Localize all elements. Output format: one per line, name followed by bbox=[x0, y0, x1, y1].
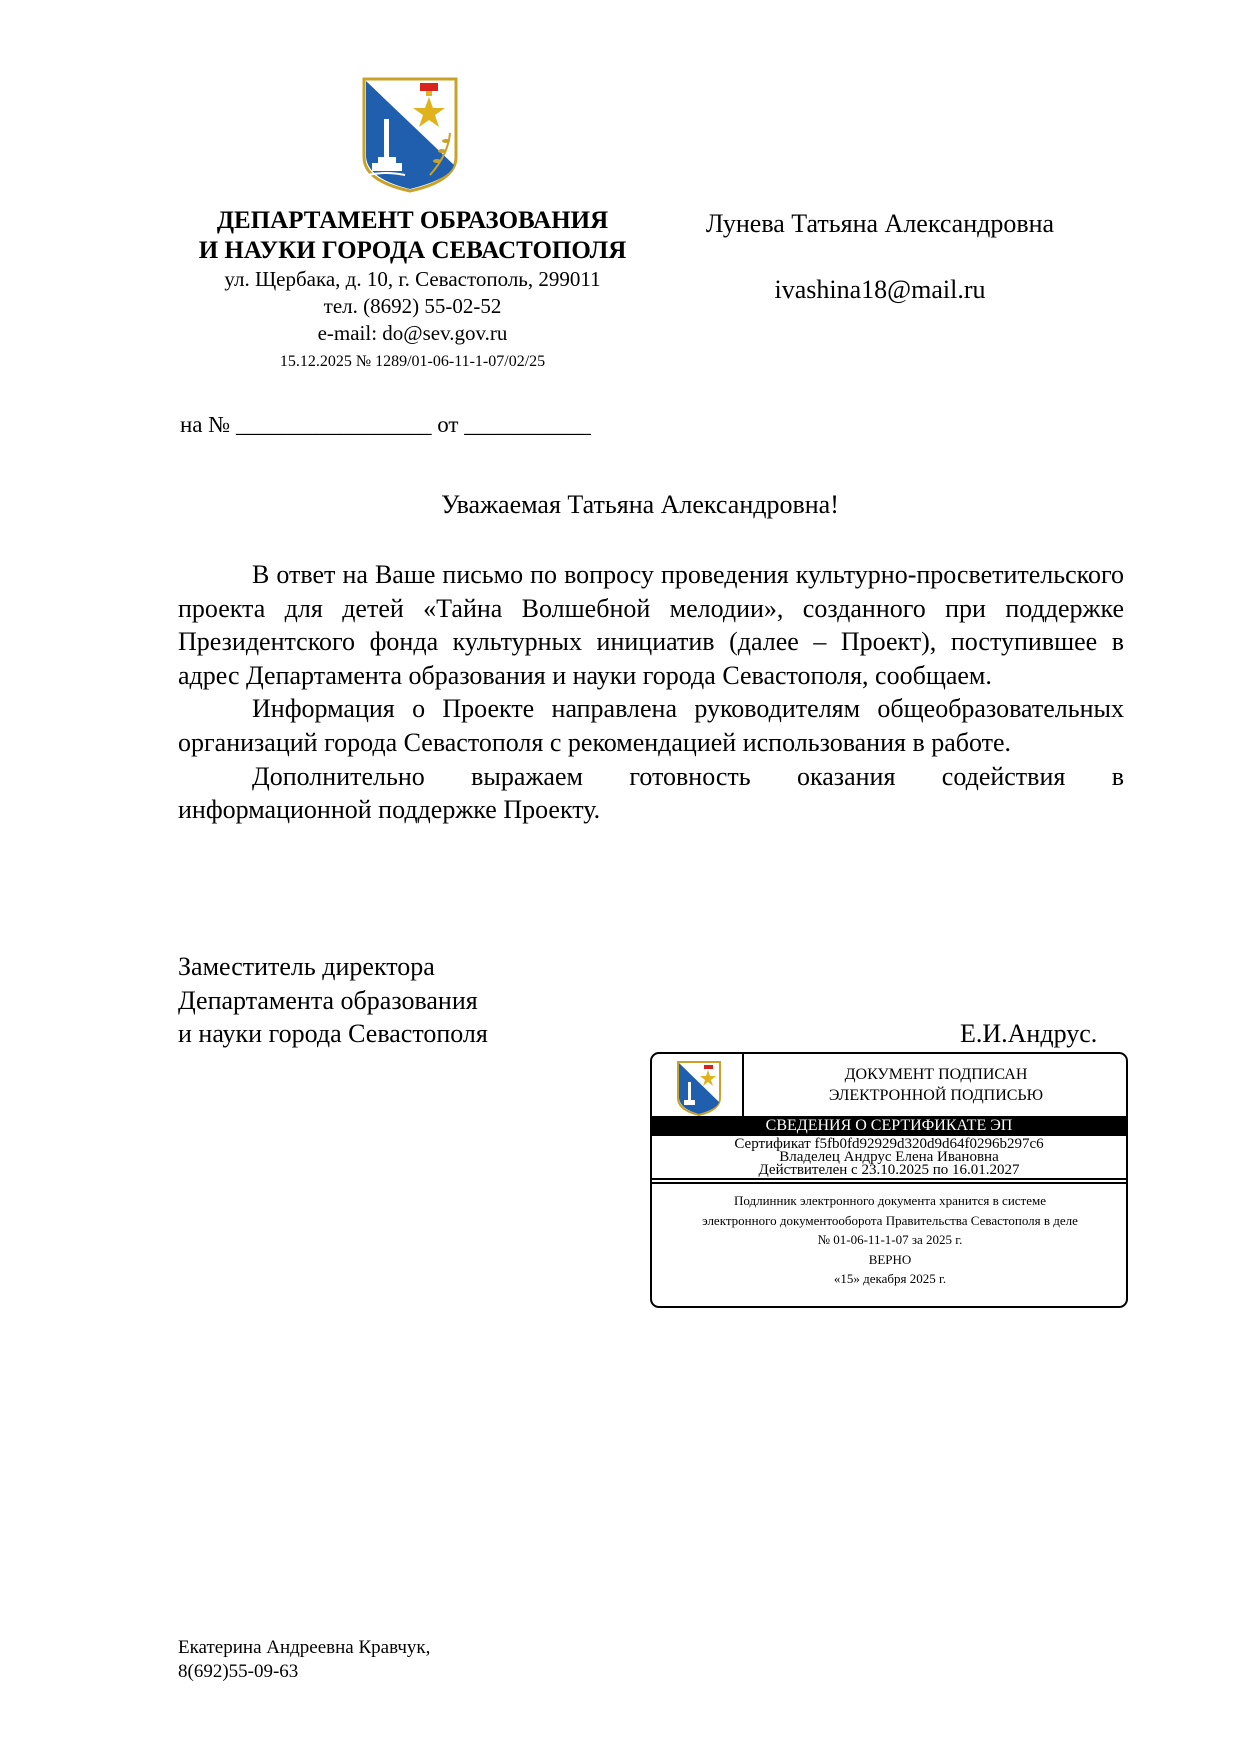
executor-block bbox=[178, 1636, 430, 1684]
stamp-title-line1: ДОКУМЕНТ ПОДПИСАН bbox=[844, 1066, 1028, 1083]
recipient-block bbox=[680, 208, 1080, 306]
org-address: ул. Щербака, д. 10, г. Севастополь, 299011 bbox=[224, 267, 601, 291]
stamp-note-line5: «15» декабря 2025 г. bbox=[833, 1271, 947, 1286]
electronic-signature-stamp bbox=[650, 1052, 1128, 1308]
position-line-2: Департамента образования bbox=[178, 985, 478, 1015]
signatory-name: Е.И.Андрус. bbox=[960, 1019, 1098, 1048]
stamp-note-line2: электронного документооборота Правительства Севастополя в деле bbox=[702, 1212, 1078, 1228]
stamp-coat-of-arms-icon bbox=[660, 1060, 738, 1116]
stamp-title bbox=[744, 1064, 1128, 1106]
body-paragraph-2: Информация о Проекте направлена руководителям общеобразовательных организаций города Севастополя с рекомендацией использования в работе. bbox=[178, 694, 1124, 757]
org-email: e-mail: do@sev.gov.ru bbox=[317, 321, 508, 345]
stamp-certificate-header: СВЕДЕНИЯ О СЕРТИФИКАТЕ ЭП bbox=[652, 1116, 1126, 1136]
stamp-rule-1 bbox=[652, 1178, 1126, 1180]
recipient-name: Лунева Татьяна Александровна bbox=[705, 209, 1055, 238]
stamp-note-line1: Подлинник электронного документа хранится в системе bbox=[733, 1193, 1046, 1208]
stamp-certificate-id: Сертификат f5fb0fd92929d320d9d64f0296b297c6 bbox=[734, 1136, 1044, 1152]
executor-phone: 8(692)55-09-63 bbox=[178, 1661, 299, 1682]
stamp-owner: Владелец Андрус Елена Ивановна bbox=[779, 1149, 999, 1165]
stamp-validity: Действителен с 23.10.2025 по 16.01.2027 bbox=[758, 1162, 1020, 1178]
stamp-rule-2 bbox=[652, 1182, 1126, 1184]
org-phone: тел. (8692) 55-02-52 bbox=[323, 294, 502, 318]
body-paragraph-1: В ответ на Ваше письмо по вопросу проведения культурно-просветительского проекта для детей «Тайна Волшебной мелодии», созданного при поддержке Президентского фонда культурных инициатив (далее – Проект), поступившее в адрес Департамента образования и науки города Севастополя, сообщаем. bbox=[178, 560, 1124, 690]
stamp-title-line2: ЭЛЕКТРОННОЙ ПОДПИСЬЮ bbox=[828, 1087, 1044, 1104]
stamp-note-line4: ВЕРНО bbox=[868, 1251, 912, 1267]
greeting: Уважаемая Татьяна Александровна! bbox=[441, 490, 839, 519]
reference-line: на № _________________ от ___________ bbox=[180, 412, 591, 437]
signatory-position bbox=[178, 950, 488, 1051]
executor-name: Екатерина Андреевна Кравчук, bbox=[178, 1637, 431, 1658]
recipient-email: ivashina18@mail.ru bbox=[774, 275, 986, 304]
registration-number: 15.12.2025 № 1289/01-06-11-1-07/02/25 bbox=[279, 353, 546, 370]
org-name-line1: ДЕПАРТАМЕНТ ОБРАЗОВАНИЯ bbox=[216, 207, 609, 234]
position-line-1: Заместитель директора bbox=[178, 952, 435, 981]
stamp-certificate-info bbox=[652, 1138, 1126, 1177]
position-line-3: и науки города Севастополя bbox=[178, 1019, 488, 1049]
letter-body bbox=[178, 558, 1124, 827]
coat-of-arms-icon bbox=[360, 75, 460, 195]
sender-header bbox=[160, 206, 665, 373]
body-paragraph-3: Дополнительно выражаем готовность оказания содействия в информационной поддержке Проекту. bbox=[178, 761, 1124, 825]
stamp-storage-note bbox=[666, 1191, 1114, 1289]
org-name-line2: И НАУКИ ГОРОДА СЕВАСТОПОЛЯ bbox=[198, 237, 627, 264]
stamp-note-line3: № 01-06-11-1-07 за 2025 г. bbox=[817, 1232, 963, 1247]
